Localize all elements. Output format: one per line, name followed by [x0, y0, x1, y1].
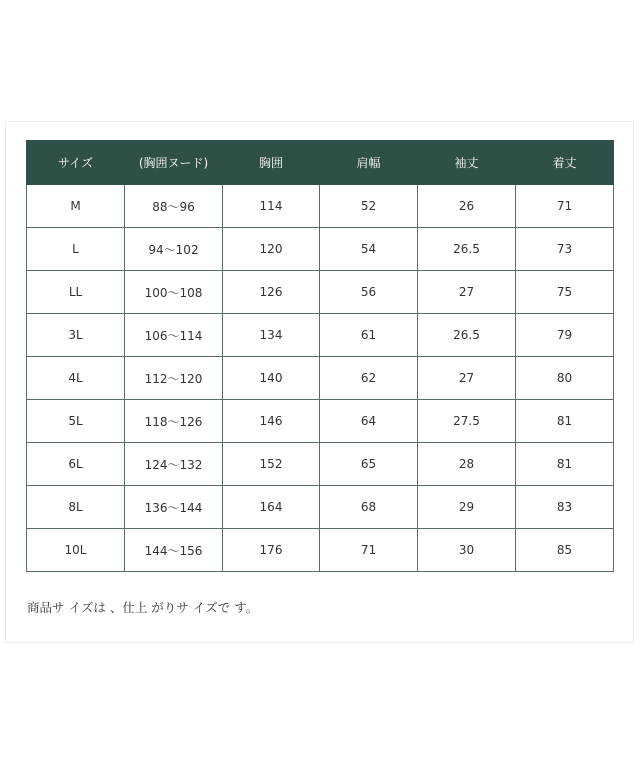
cell-chest: 126 [223, 271, 320, 314]
cell-chest: 164 [223, 486, 320, 529]
cell-chest: 120 [223, 228, 320, 271]
table-row [27, 486, 614, 529]
cell-shoulder-width: 64 [320, 400, 418, 443]
cell-size: M [27, 185, 125, 228]
cell-shoulder-width: 56 [320, 271, 418, 314]
cell-chest-nude: 88～96 [125, 185, 223, 228]
cell-chest: 134 [223, 314, 320, 357]
cell-shoulder-width: 68 [320, 486, 418, 529]
cell-body-length: 85 [516, 529, 614, 572]
cell-size: 6L [27, 443, 125, 486]
header-shoulder-width: 肩幅 [320, 141, 418, 185]
cell-body-length: 75 [516, 271, 614, 314]
cell-chest: 176 [223, 529, 320, 572]
cell-chest-nude: 144～156 [125, 529, 223, 572]
header-chest: 胸囲 [223, 141, 320, 185]
header-sleeve-length: 袖丈 [418, 141, 516, 185]
cell-size: 5L [27, 400, 125, 443]
cell-chest: 146 [223, 400, 320, 443]
cell-sleeve-length: 28 [418, 443, 516, 486]
cell-body-length: 83 [516, 486, 614, 529]
cell-shoulder-width: 52 [320, 185, 418, 228]
cell-sleeve-length: 27 [418, 271, 516, 314]
cell-sleeve-length: 29 [418, 486, 516, 529]
cell-body-length: 71 [516, 185, 614, 228]
cell-chest-nude: 94～102 [125, 228, 223, 271]
table-header-row [27, 141, 614, 185]
cell-chest: 152 [223, 443, 320, 486]
cell-size: 3L [27, 314, 125, 357]
cell-chest-nude: 112～120 [125, 357, 223, 400]
cell-size: 4L [27, 357, 125, 400]
cell-shoulder-width: 65 [320, 443, 418, 486]
cell-sleeve-length: 26 [418, 185, 516, 228]
cell-body-length: 73 [516, 228, 614, 271]
size-note: 商品サ イズは 、仕上 がりサ イズで す。 [27, 600, 259, 615]
cell-chest: 140 [223, 357, 320, 400]
table-row [27, 357, 614, 400]
header-body-length: 着丈 [516, 141, 614, 185]
header-chest-nude: (胸囲ヌード) [125, 141, 223, 185]
cell-body-length: 80 [516, 357, 614, 400]
cell-chest-nude: 136～144 [125, 486, 223, 529]
table-row [27, 228, 614, 271]
table-row [27, 185, 614, 228]
header-size: サイズ [27, 141, 125, 185]
cell-size: 10L [27, 529, 125, 572]
size-chart-table [26, 140, 614, 572]
cell-body-length: 81 [516, 443, 614, 486]
cell-shoulder-width: 54 [320, 228, 418, 271]
table-row [27, 271, 614, 314]
cell-size: 8L [27, 486, 125, 529]
cell-sleeve-length: 26.5 [418, 314, 516, 357]
table-row [27, 529, 614, 572]
table-row [27, 443, 614, 486]
cell-body-length: 79 [516, 314, 614, 357]
cell-body-length: 81 [516, 400, 614, 443]
cell-chest-nude: 124～132 [125, 443, 223, 486]
table-row [27, 314, 614, 357]
table-body [27, 185, 614, 572]
cell-shoulder-width: 62 [320, 357, 418, 400]
cell-chest-nude: 100～108 [125, 271, 223, 314]
table-row [27, 400, 614, 443]
cell-size: LL [27, 271, 125, 314]
cell-sleeve-length: 26.5 [418, 228, 516, 271]
cell-shoulder-width: 61 [320, 314, 418, 357]
cell-sleeve-length: 27 [418, 357, 516, 400]
cell-size: L [27, 228, 125, 271]
cell-chest-nude: 118～126 [125, 400, 223, 443]
cell-chest: 114 [223, 185, 320, 228]
cell-shoulder-width: 71 [320, 529, 418, 572]
cell-sleeve-length: 27.5 [418, 400, 516, 443]
cell-chest-nude: 106～114 [125, 314, 223, 357]
cell-sleeve-length: 30 [418, 529, 516, 572]
